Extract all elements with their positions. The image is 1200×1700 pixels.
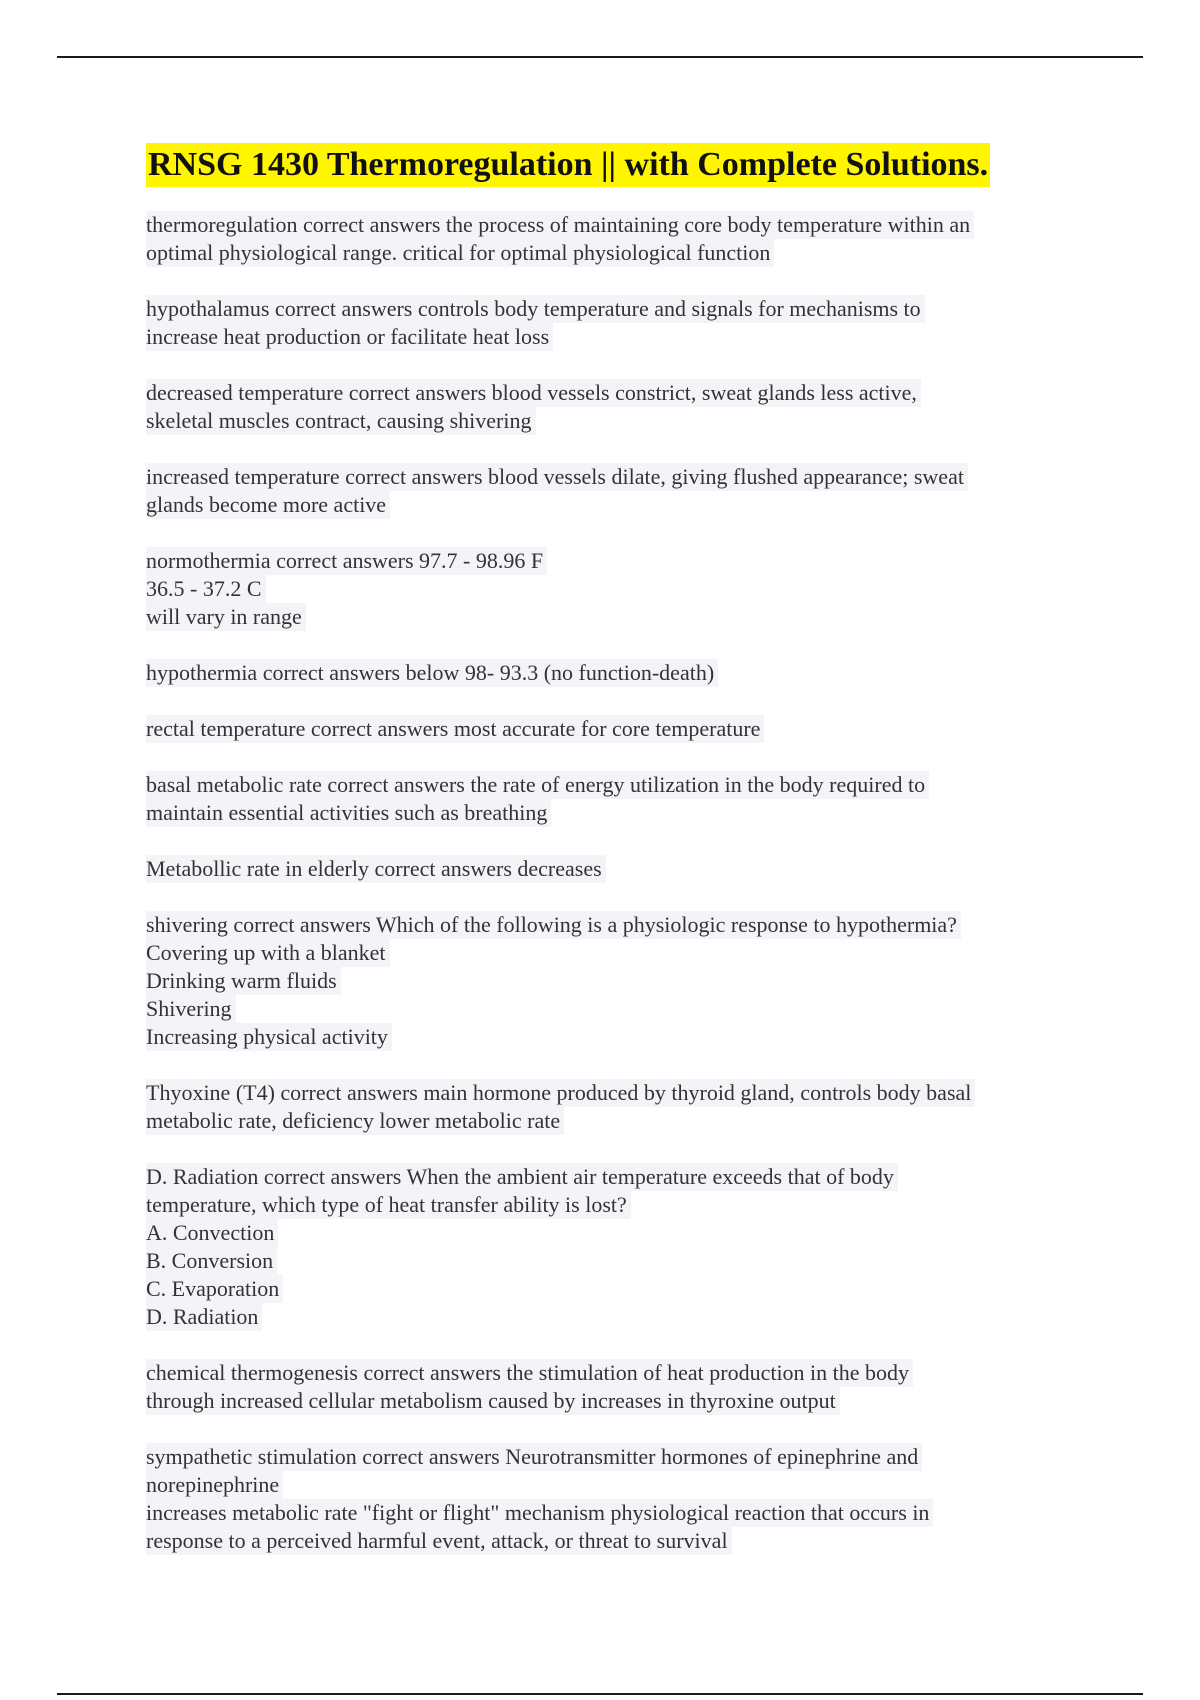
qa-entry (146, 1163, 1076, 1331)
entry-line: temperature, which type of heat transfer ability is lost? (146, 1191, 631, 1219)
entry-line: norepinephrine (146, 1471, 283, 1499)
entry-line: normothermia correct answers 97.7 - 98.96 F (146, 547, 547, 575)
entry-line: A. Convection (146, 1219, 278, 1247)
entry-line: maintain essential activities such as breathing (146, 799, 551, 827)
entry-line: will vary in range (146, 603, 306, 631)
top-rule (57, 56, 1143, 58)
entry-line: sympathetic stimulation correct answers Neurotransmitter hormones of epinephrine and (146, 1443, 922, 1471)
entry-line: decreased temperature correct answers blood vessels constrict, sweat glands less active, (146, 379, 921, 407)
entry-line: rectal temperature correct answers most accurate for core temperature (146, 715, 764, 743)
entry-line: thermoregulation correct answers the process of maintaining core body temperature within an (146, 211, 974, 239)
qa-entry (146, 911, 1076, 1051)
entry-line: metabolic rate, deficiency lower metabolic rate (146, 1107, 564, 1135)
entry-line: Drinking warm fluids (146, 967, 341, 995)
entry-line: increases metabolic rate "fight or flight" mechanism physiological reaction that occurs in (146, 1499, 933, 1527)
qa-entry (146, 855, 1076, 883)
qa-entry (146, 547, 1076, 631)
qa-entry (146, 463, 1076, 519)
entry-line: B. Conversion (146, 1247, 277, 1275)
qa-entry (146, 1443, 1076, 1555)
qa-entry (146, 379, 1076, 435)
entry-line: skeletal muscles contract, causing shivering (146, 407, 536, 435)
page-title: RNSG 1430 Thermoregulation || with Complete Solutions. (146, 143, 990, 187)
entry-line: D. Radiation (146, 1303, 262, 1331)
entry-line: C. Evaporation (146, 1275, 283, 1303)
entry-line: hypothalamus correct answers controls body temperature and signals for mechanisms to (146, 295, 925, 323)
entry-line: increased temperature correct answers blood vessels dilate, giving flushed appearance; sweat (146, 463, 968, 491)
qa-entry (146, 659, 1076, 687)
bottom-rule (57, 1693, 1143, 1695)
entry-line: Metabollic rate in elderly correct answers decreases (146, 855, 606, 883)
entry-line: optimal physiological range. critical for optimal physiological function (146, 239, 774, 267)
entry-line: Shivering (146, 995, 236, 1023)
entry-line: response to a perceived harmful event, attack, or threat to survival (146, 1527, 732, 1555)
qa-entry (146, 771, 1076, 827)
document-body (146, 143, 1076, 1583)
qa-entry (146, 1079, 1076, 1135)
entry-line: Thyoxine (T4) correct answers main hormone produced by thyroid gland, controls body basal (146, 1079, 975, 1107)
entry-line: glands become more active (146, 491, 390, 519)
entry-line: Increasing physical activity (146, 1023, 392, 1051)
entry-line: increase heat production or facilitate heat loss (146, 323, 553, 351)
qa-entry (146, 1359, 1076, 1415)
qa-entry (146, 211, 1076, 267)
entry-line: shivering correct answers Which of the following is a physiologic response to hypothermia? (146, 911, 961, 939)
qa-entry (146, 715, 1076, 743)
entry-line: through increased cellular metabolism caused by increases in thyroxine output (146, 1387, 840, 1415)
entry-line: chemical thermogenesis correct answers the stimulation of heat production in the body (146, 1359, 913, 1387)
entry-line: hypothermia correct answers below 98- 93.3 (no function-death) (146, 659, 718, 687)
entry-line: D. Radiation correct answers When the ambient air temperature exceeds that of body (146, 1163, 898, 1191)
entry-line: basal metabolic rate correct answers the rate of energy utilization in the body required to (146, 771, 929, 799)
entry-line: Covering up with a blanket (146, 939, 390, 967)
qa-entry (146, 295, 1076, 351)
entry-line: 36.5 - 37.2 C (146, 575, 266, 603)
